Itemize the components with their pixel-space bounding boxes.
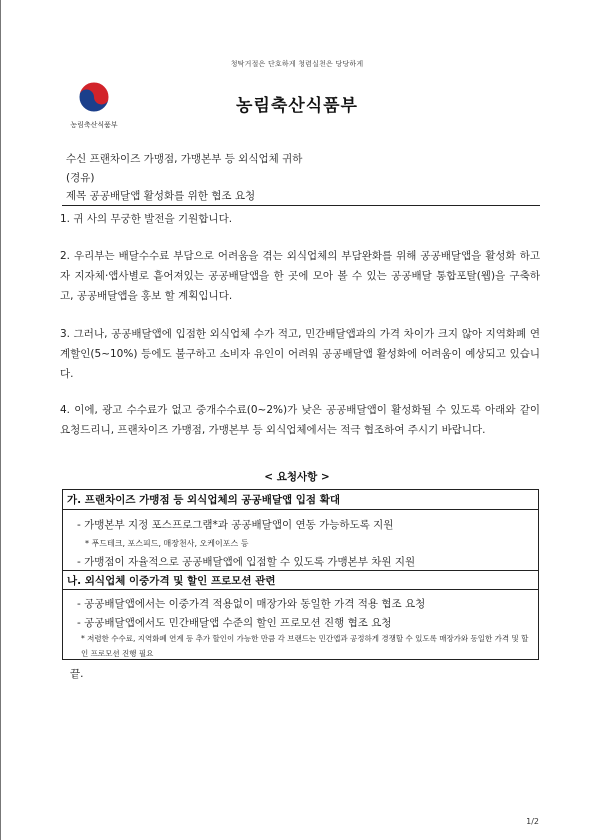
recipient-line: 수신 프랜차이즈 가맹점, 가맹본부 등 외식업체 귀하 xyxy=(66,153,303,165)
via-line: (경유) xyxy=(66,172,95,184)
section-b-item-2: - 공공배달앱에서도 민간배달앱 수준의 할인 프로모션 진행 협조 요청 xyxy=(77,617,392,629)
subject-line: 제목 공공배달앱 활성화를 위한 협조 요청 xyxy=(66,190,256,202)
slogan: 청탁거절은 단호하게 청렴실천은 당당하게 xyxy=(230,60,364,68)
page-left-border xyxy=(0,0,1,840)
section-a-item-2: - 가맹점이 자율적으로 공공배달앱에 입점할 수 있도록 가맹본부 차원 지원 xyxy=(77,556,416,568)
requests-title: < 요청사항 > xyxy=(264,471,330,483)
paragraph-2: 2. 우리부는 배달수수료 부담으로 어려움을 겪는 외식업체의 부담완화를 위해 공공배달앱을 활성화 하고자 지자체·앱사별로 흩어져있는 공공배달앱을 한 곳에 모아 볼 수 있는 공공배달 통합포탈(웹)을 구축하고, 공공배달앱을 홍보 할 계획입니다. xyxy=(60,250,540,302)
logo-text: 농림축산식품부 xyxy=(70,121,118,129)
section-a-item-1: - 가맹본부 지정 포스프로그램*과 공공배달앱이 연동 가능하도록 지원 xyxy=(77,519,394,531)
section-b-note: * 저렴한 수수료, 지역화폐 연계 등 추가 할인이 가능한 만큼 각 브랜드는 민간앱과 공정하게 경쟁할 수 있도록 매장가와 동일한 가격 및 할인 프로모션 진행 필요 xyxy=(81,634,529,658)
end-mark: 끝. xyxy=(70,668,84,680)
header-divider xyxy=(62,205,540,206)
section-b-heading: 나. 외식업체 이중가격 및 할인 프로모션 관련 xyxy=(63,570,538,590)
requests-box xyxy=(62,489,539,660)
section-a-item-1-note: * 푸드테크, 포스피드, 매장천사, 오케이포스 등 xyxy=(85,539,249,548)
ministry-name: 농림축산식품부 xyxy=(236,96,358,116)
section-b-item-1: - 공공배달앱에서는 이중가격 적용없이 매장가와 동일한 가격 적용 협조 요청 xyxy=(77,598,426,610)
paragraph-1: 1. 귀 사의 무궁한 발전을 기원합니다. xyxy=(60,213,233,225)
section-a-heading: 가. 프랜차이즈 가맹점 등 외식업체의 공공배달앱 입점 확대 xyxy=(63,490,538,510)
paragraph-3: 3. 그러나, 공공배달앱에 입점한 외식업체 수가 적고, 민간배달앱과의 가격 차이가 크지 않아 지역화폐 연계할인(5~10%) 등에도 불구하고 소비자 유인이 어려워 공공배달앱 활성화에 어려움이 예상되고 있습니다. xyxy=(60,328,540,380)
page-number: 1/2 xyxy=(526,817,539,826)
paragraph-4: 4. 이에, 광고 수수료가 없고 중개수수료(0~2%)가 낮은 공공배달앱이 활성화될 수 있도록 아래와 같이 요청드리니, 프랜차이즈 가맹점, 가맹본부 등 외식업체에서는 적극 협조하여 주시기 바랍니다. xyxy=(60,404,540,436)
